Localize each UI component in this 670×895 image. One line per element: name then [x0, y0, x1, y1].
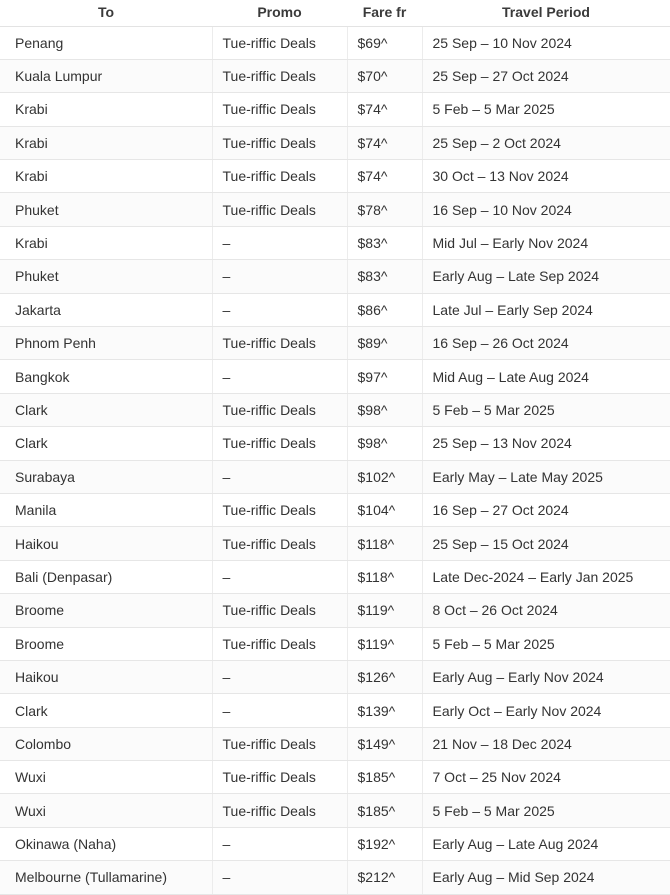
travel-period-cell: Late Dec-2024 – Early Jan 2025 — [422, 560, 670, 593]
table-row — [0, 460, 670, 493]
promo-cell: – — [212, 293, 347, 326]
table-row — [0, 827, 670, 860]
promo-cell: Tue-riffic Deals — [212, 527, 347, 560]
fare-cell: $139^ — [347, 694, 422, 727]
fares-table-body — [0, 26, 670, 894]
table-row — [0, 794, 670, 827]
travel-period-cell: 5 Feb – 5 Mar 2025 — [422, 627, 670, 660]
table-row — [0, 260, 670, 293]
travel-period-cell: 25 Sep – 10 Nov 2024 — [422, 26, 670, 59]
travel-period-cell: 16 Sep – 26 Oct 2024 — [422, 327, 670, 360]
promo-cell: Tue-riffic Deals — [212, 393, 347, 426]
promo-cell: Tue-riffic Deals — [212, 427, 347, 460]
travel-period-cell: Early Aug – Late Aug 2024 — [422, 827, 670, 860]
table-row — [0, 627, 670, 660]
fare-cell: $86^ — [347, 293, 422, 326]
table-row — [0, 594, 670, 627]
table-row — [0, 427, 670, 460]
fare-cell: $97^ — [347, 360, 422, 393]
header-fare: Fare fr — [347, 0, 422, 26]
promo-cell: – — [212, 226, 347, 259]
promo-cell: – — [212, 827, 347, 860]
destination-cell: Melbourne (Tullamarine) — [0, 861, 212, 894]
travel-period-cell: Late Jul – Early Sep 2024 — [422, 293, 670, 326]
fare-cell: $119^ — [347, 627, 422, 660]
destination-cell: Penang — [0, 26, 212, 59]
promo-cell: Tue-riffic Deals — [212, 126, 347, 159]
travel-period-cell: 21 Nov – 18 Dec 2024 — [422, 727, 670, 760]
promo-cell: – — [212, 694, 347, 727]
fare-cell: $119^ — [347, 594, 422, 627]
fare-cell: $118^ — [347, 560, 422, 593]
promo-cell: Tue-riffic Deals — [212, 627, 347, 660]
fare-cell: $78^ — [347, 193, 422, 226]
table-row — [0, 560, 670, 593]
promo-cell: – — [212, 861, 347, 894]
promo-cell: Tue-riffic Deals — [212, 794, 347, 827]
promo-cell: Tue-riffic Deals — [212, 594, 347, 627]
travel-period-cell: 25 Sep – 27 Oct 2024 — [422, 59, 670, 92]
destination-cell: Wuxi — [0, 794, 212, 827]
table-row — [0, 761, 670, 794]
fare-cell: $89^ — [347, 327, 422, 360]
fare-cell: $70^ — [347, 59, 422, 92]
table-row — [0, 193, 670, 226]
travel-period-cell: 5 Feb – 5 Mar 2025 — [422, 93, 670, 126]
fare-cell: $149^ — [347, 727, 422, 760]
travel-period-cell: 30 Oct – 13 Nov 2024 — [422, 160, 670, 193]
table-row — [0, 126, 670, 159]
fare-cell: $192^ — [347, 827, 422, 860]
fare-cell: $104^ — [347, 493, 422, 526]
promo-cell: Tue-riffic Deals — [212, 160, 347, 193]
destination-cell: Surabaya — [0, 460, 212, 493]
promo-cell: – — [212, 360, 347, 393]
destination-cell: Phnom Penh — [0, 327, 212, 360]
destination-cell: Haikou — [0, 527, 212, 560]
fare-cell: $102^ — [347, 460, 422, 493]
destination-cell: Krabi — [0, 126, 212, 159]
header-to: To — [0, 0, 212, 26]
fare-cell: $83^ — [347, 260, 422, 293]
travel-period-cell: 25 Sep – 15 Oct 2024 — [422, 527, 670, 560]
table-row — [0, 393, 670, 426]
table-row — [0, 527, 670, 560]
fare-cell: $98^ — [347, 427, 422, 460]
fare-cell: $126^ — [347, 660, 422, 693]
travel-period-cell: Mid Aug – Late Aug 2024 — [422, 360, 670, 393]
table-row — [0, 93, 670, 126]
destination-cell: Krabi — [0, 160, 212, 193]
header-row — [0, 0, 670, 26]
destination-cell: Clark — [0, 393, 212, 426]
promo-cell: Tue-riffic Deals — [212, 26, 347, 59]
destination-cell: Phuket — [0, 193, 212, 226]
destination-cell: Krabi — [0, 226, 212, 259]
table-row — [0, 26, 670, 59]
fare-cell: $185^ — [347, 794, 422, 827]
table-row — [0, 360, 670, 393]
destination-cell: Haikou — [0, 660, 212, 693]
promo-cell: Tue-riffic Deals — [212, 193, 347, 226]
promo-cell: Tue-riffic Deals — [212, 761, 347, 794]
table-row — [0, 493, 670, 526]
destination-cell: Okinawa (Naha) — [0, 827, 212, 860]
fare-cell: $83^ — [347, 226, 422, 259]
destination-cell: Kuala Lumpur — [0, 59, 212, 92]
promo-cell: Tue-riffic Deals — [212, 727, 347, 760]
fares-table-header — [0, 0, 670, 26]
fare-cell: $74^ — [347, 160, 422, 193]
travel-period-cell: Early Aug – Early Nov 2024 — [422, 660, 670, 693]
promo-cell: – — [212, 260, 347, 293]
destination-cell: Clark — [0, 427, 212, 460]
travel-period-cell: Mid Jul – Early Nov 2024 — [422, 226, 670, 259]
destination-cell: Manila — [0, 493, 212, 526]
travel-period-cell: 7 Oct – 25 Nov 2024 — [422, 761, 670, 794]
destination-cell: Bali (Denpasar) — [0, 560, 212, 593]
promo-cell: Tue-riffic Deals — [212, 493, 347, 526]
promo-cell: – — [212, 660, 347, 693]
destination-cell: Bangkok — [0, 360, 212, 393]
travel-period-cell: 25 Sep – 2 Oct 2024 — [422, 126, 670, 159]
travel-period-cell: 5 Feb – 5 Mar 2025 — [422, 794, 670, 827]
destination-cell: Wuxi — [0, 761, 212, 794]
table-row — [0, 327, 670, 360]
fare-cell: $212^ — [347, 861, 422, 894]
destination-cell: Colombo — [0, 727, 212, 760]
destination-cell: Broome — [0, 594, 212, 627]
table-row — [0, 660, 670, 693]
travel-period-cell: Early May – Late May 2025 — [422, 460, 670, 493]
travel-period-cell: 16 Sep – 27 Oct 2024 — [422, 493, 670, 526]
fare-cell: $74^ — [347, 126, 422, 159]
promo-cell: Tue-riffic Deals — [212, 327, 347, 360]
travel-period-cell: 8 Oct – 26 Oct 2024 — [422, 594, 670, 627]
promo-cell: Tue-riffic Deals — [212, 59, 347, 92]
table-row — [0, 226, 670, 259]
destination-cell: Jakarta — [0, 293, 212, 326]
destination-cell: Krabi — [0, 93, 212, 126]
travel-period-cell: 5 Feb – 5 Mar 2025 — [422, 393, 670, 426]
table-row — [0, 694, 670, 727]
fare-cell: $69^ — [347, 26, 422, 59]
fare-cell: $185^ — [347, 761, 422, 794]
promo-cell: Tue-riffic Deals — [212, 93, 347, 126]
travel-period-cell: Early Oct – Early Nov 2024 — [422, 694, 670, 727]
table-row — [0, 293, 670, 326]
travel-period-cell: Early Aug – Late Sep 2024 — [422, 260, 670, 293]
promo-cell: – — [212, 560, 347, 593]
destination-cell: Broome — [0, 627, 212, 660]
table-row — [0, 727, 670, 760]
destination-cell: Phuket — [0, 260, 212, 293]
travel-period-cell: 25 Sep – 13 Nov 2024 — [422, 427, 670, 460]
fare-cell: $74^ — [347, 93, 422, 126]
header-promo: Promo — [212, 0, 347, 26]
travel-period-cell: Early Aug – Mid Sep 2024 — [422, 861, 670, 894]
table-row — [0, 59, 670, 92]
fare-cell: $98^ — [347, 393, 422, 426]
table-row — [0, 160, 670, 193]
table-row — [0, 861, 670, 894]
fare-cell: $118^ — [347, 527, 422, 560]
promo-cell: – — [212, 460, 347, 493]
header-travel-period: Travel Period — [422, 0, 670, 26]
travel-period-cell: 16 Sep – 10 Nov 2024 — [422, 193, 670, 226]
destination-cell: Clark — [0, 694, 212, 727]
